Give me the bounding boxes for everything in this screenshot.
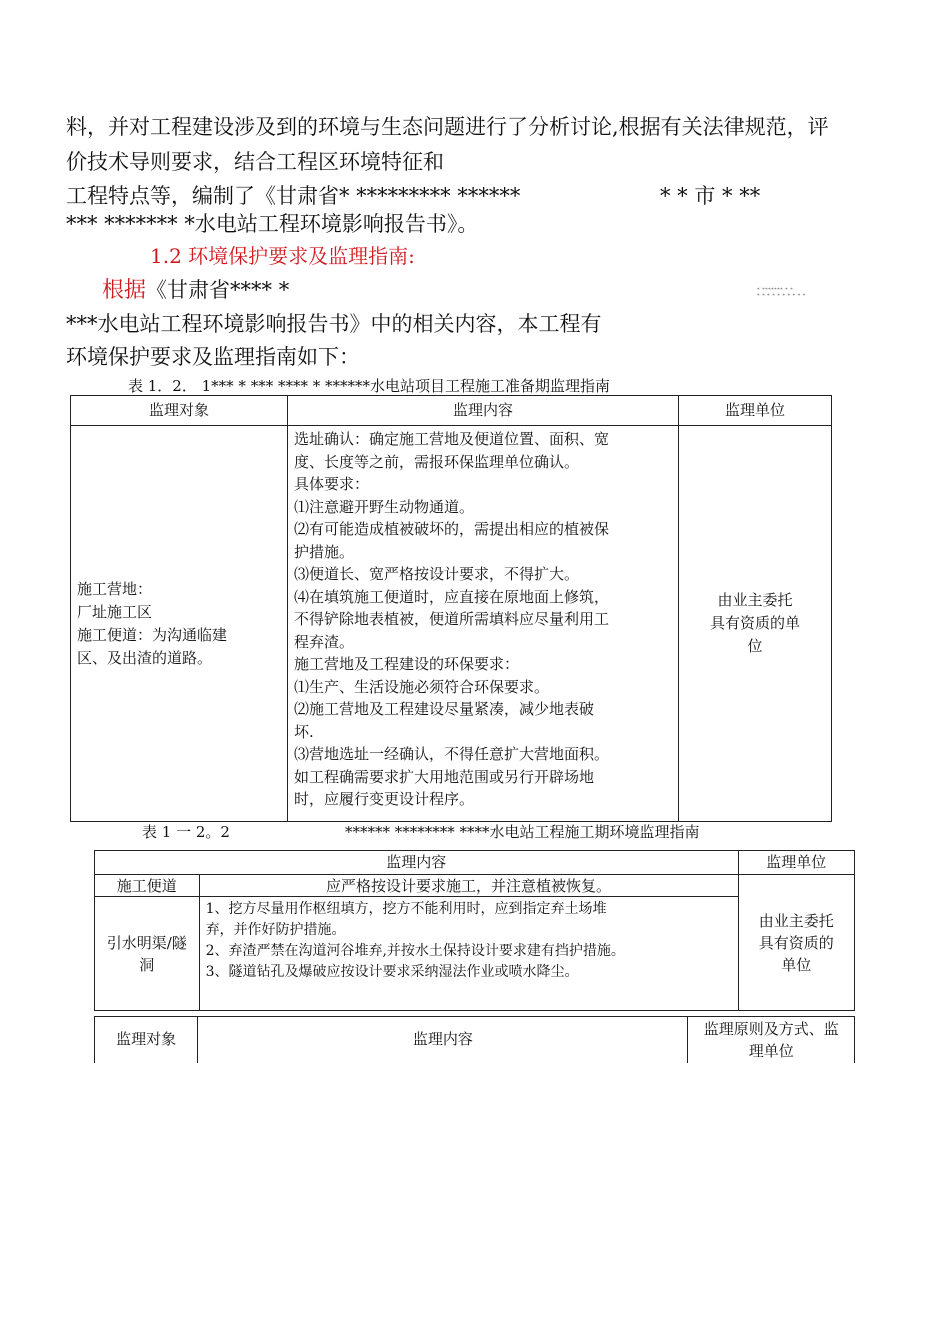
table1-caption: 表 1．2． 1*** * *** **** * ******水电站项目工程施工准备期监理指南 bbox=[128, 377, 611, 395]
table1-content-line: 如工程确需要求扩大用地范围或另行开辟场地 bbox=[294, 767, 595, 786]
table2-unit-line: 由业主委托 bbox=[758, 911, 834, 930]
table1-content-line: ⑴注意避开野生动物通道。 bbox=[294, 497, 475, 516]
table2-row1-object: 施工便道 bbox=[95, 875, 200, 897]
table1-content-line: ⑵施工营地及工程建设尽量紧凑，减少地表破 bbox=[294, 700, 595, 718]
table2-caption-left: 表 1 一 2。2 bbox=[142, 823, 230, 841]
table2-row2-content-line: 弃，并作好防护措施。 bbox=[205, 922, 346, 938]
table3 bbox=[94, 1016, 855, 1063]
table2-row2-content-line: 3、隧道钻孔及爆破应按设计要求采纳湿法作业或喷水降尘。 bbox=[205, 964, 579, 980]
table2-row2-object-line: 引水明渠/隧 bbox=[106, 933, 187, 952]
table2-unit-line: 单位 bbox=[781, 955, 812, 974]
table1-content-cell bbox=[288, 426, 679, 822]
table1-unit-cell bbox=[679, 426, 832, 822]
table1-content-line: ⑴生产、生活设施必须符合环保要求。 bbox=[294, 677, 550, 696]
intro-red-word: 根据 bbox=[102, 278, 147, 303]
table1-object-cell bbox=[71, 426, 288, 822]
table3-header-object: 监理对象 bbox=[95, 1017, 198, 1063]
table3-header-unit bbox=[688, 1017, 855, 1063]
intro-line-1-rest: 《甘肃省**** * bbox=[146, 278, 290, 302]
table2-unit-line: 具有资质的 bbox=[758, 933, 834, 952]
table1-header-unit: 监理单位 bbox=[679, 396, 832, 426]
table2-header-content: 监理内容 bbox=[95, 851, 739, 875]
intro-line-2: ***水电站工程环境影响报告书》中的相关内容，本工程有 bbox=[66, 312, 602, 336]
table1-content-line: 护措施。 bbox=[294, 542, 355, 561]
table2-row1-content: 应严格按设计要求施工，并注意植被恢复。 bbox=[199, 875, 738, 897]
table1-unit-line: 位 bbox=[747, 637, 763, 655]
section-heading: 1.2 环境保护要求及监理指南: bbox=[150, 244, 415, 268]
table2-row2-content-line: 2、弃渣严禁在沟道河谷堆弃,并按水土保持设计要求建有挡护措施。 bbox=[205, 943, 625, 959]
table1-content-line: 不得铲除地表植被，便道所需填料应尽量利用工 bbox=[294, 610, 610, 628]
table3-header-content: 监理内容 bbox=[198, 1017, 688, 1063]
table1-content-line: ⑵有可能造成植被破坏的，需提出相应的植被保 bbox=[294, 520, 610, 538]
table2-caption-right: ****** ******** ****水电站工程施工期环境监理指南 bbox=[345, 823, 700, 841]
paragraph-line-3b: * * 市 * ** bbox=[660, 184, 761, 208]
table1-content-line: 度、长度等之前，需报环保监理单位确认。 bbox=[294, 452, 580, 471]
table1-header-content: 监理内容 bbox=[288, 396, 679, 426]
table3-header-unit-line: 理单位 bbox=[748, 1041, 794, 1060]
table1-content-line: 具体要求： bbox=[294, 475, 370, 493]
table1-object-line: 厂址施工区 bbox=[77, 602, 153, 621]
table1-content-line: 选址确认：确定施工营地及便道位置、面积、宽 bbox=[294, 430, 610, 448]
paragraph-line-4: *** ******* *水电站工程环境影响报告书》。 bbox=[66, 212, 479, 236]
table1-object-line: 区、及出渣的道路。 bbox=[77, 648, 213, 667]
table2-row2-content-line: 1、挖方尽量用作枢纽填方，挖方不能利用时，应到指定弃土场堆 bbox=[205, 901, 607, 917]
table1-content-line: ⑶便道长、宽严格按设计要求，不得扩大。 bbox=[294, 565, 580, 583]
table1-object-line: 施工便道：为沟通临建 bbox=[77, 625, 228, 644]
tiny-note: * ******* * * * * * * * * * * * * bbox=[757, 287, 806, 299]
table2-header-unit: 监理单位 bbox=[738, 851, 854, 875]
paragraph-line-2: 价技术导则要求，结合工程区环境特征和 bbox=[66, 150, 444, 174]
table2-unit-cell bbox=[738, 875, 854, 1011]
table2-row2-object-line: 洞 bbox=[139, 955, 155, 974]
table1-content-line: 坏. bbox=[294, 722, 314, 741]
table3-header-unit-line: 监理原则及方式、监 bbox=[703, 1019, 839, 1038]
paragraph-line-3a: 工程特点等，编制了《甘肃省* ********* ****** bbox=[66, 184, 521, 208]
table1-unit-line: 具有资质的单 bbox=[709, 614, 800, 632]
table1 bbox=[70, 395, 832, 822]
table1-unit-line: 由业主委托 bbox=[717, 591, 793, 609]
table2 bbox=[94, 850, 855, 1011]
table1-content-line: ⑷在填筑施工便道时，应直接在原地面上修筑， bbox=[294, 587, 610, 606]
table2-row2-content bbox=[199, 897, 738, 1011]
table1-header-object: 监理对象 bbox=[71, 396, 288, 426]
table1-content-line: 时，应履行变更设计程序。 bbox=[294, 790, 475, 808]
table1-content-line: 程弃渣。 bbox=[294, 632, 355, 651]
paragraph-line-1: 料，并对工程建设涉及到的环境与生态问题进行了分析讨论,根据有关法律规范，评 bbox=[66, 115, 829, 139]
table1-content-line: ⑶营地选址一经确认，不得任意扩大营地面积。 bbox=[294, 745, 610, 763]
intro-line-1 bbox=[102, 273, 289, 304]
table1-content-line: 施工营地及工程建设的环保要求： bbox=[294, 655, 520, 673]
table2-row2-object bbox=[95, 897, 200, 1011]
intro-line-3: 环境保护要求及监理指南如下： bbox=[66, 345, 360, 369]
table1-object-line: 施工营地： bbox=[77, 579, 153, 598]
